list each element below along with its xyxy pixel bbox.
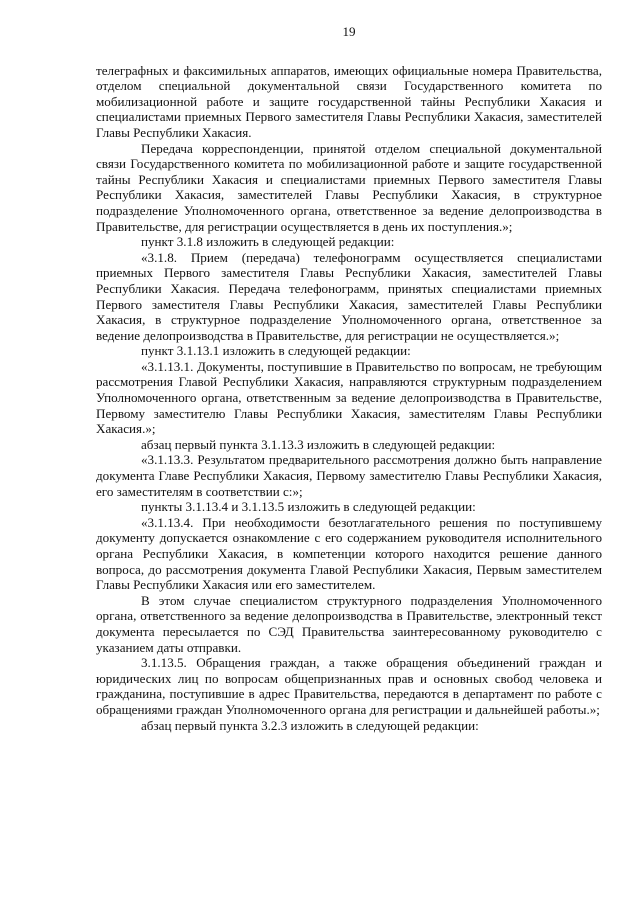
document-page [96,24,602,733]
paragraph-3-1-13-4-case: В этом случае специалистом структурного подразделения Уполномоченного органа, ответственного за ведение делопроизводства в Правительстве, электронный текст документа пересылается по СЭД Правительства заинтересованному руководителю с указанием даты отправки. [96,592,602,655]
paragraph-3-1-13-3-text: «3.1.13.3. Результатом предварительного рассмотрения должно быть направление документа Главе Республики Хакасия, Первому заместителю Главы Республики Хакасия, его заместителям в соответствии с:»; [96,452,602,499]
paragraph-amend-3-1-13-4-5: пункты 3.1.13.4 и 3.1.13.5 изложить в следующей редакции: [141,499,476,515]
page-number: 19 [342,24,356,39]
paragraph-3-1-13-5-text: 3.1.13.5. Обращения граждан, а также обращения объединений граждан и юридических лиц по вопросам общепризнанных прав и основных свобод человека и гражданина, поступившие в адрес Правительства, передаются в департамент по работе с обращениями граждан Уполномоченного органа для регистрации и дальнейшей работы.»; [96,655,602,717]
paragraph-amend-3-2-3: абзац первый пункта 3.2.3 изложить в следующей редакции: [141,717,479,733]
paragraph-3-1-13-1-text: «3.1.13.1. Документы, поступившие в Правительство по вопросам, не требующим рассмотрения Главой Республики Хакасия, направляются структурным подразделением Уполномоченного органа, ответственным за ведение делопроизводства в Правительстве, Первому заместителю Главы Республики Хакасия, заместителям Главы Республики Хакасия.»; [96,358,602,437]
paragraph-continuation: телеграфных и факсимильных аппаратов, имеющих официальные номера Правительства, отделом специальной документальной связи Государственного комитета по мобилизационной работе и защите государственной тайны Республики Хакасия и специалистами приемных Первого заместителя Главы Республики Хакасия, заместителей Главы Республики Хакасия. [96,62,602,140]
paragraph-amend-3-1-13-1: пункт 3.1.13.1 изложить в следующей редакции: [141,343,411,359]
paragraph-3-1-13-4-text: «3.1.13.4. При необходимости безотлагательного решения по поступившему документу допускается ознакомление с его содержанием руководителя исполнительного органа Республики Хакасия, в компетенции которого находится решение данного вопроса, до рассмотрения документа Главой Республики Хакасия, Первым заместителем Главы Республики Хакасия или его заместителем. [96,514,602,593]
paragraph-3-1-8-text: «3.1.8. Прием (передача) телефонограмм осуществляется специалистами приемных Первого заместителя Главы Республики Хакасия, заместителей Главы Республики Хакасия. Передача телефонограмм, принятых специалистами приемных Первого заместителя Главы Республики Хакасия, заместителей Главы Республики Хакасия, в структурное подразделение Уполномоченного органа, ответственное за ведение делопроизводства в Правительстве, для регистрации не осуществляется.»; [96,249,602,343]
paragraph-correspondence-transfer: Передача корреспонденции, принятой отделом специальной документальной связи Государственного комитета по мобилизационной работе и защите государственной тайны Республики Хакасия и специалистами приемных Первого заместителя Главы Республики Хакасия, заместителей Главы Республики Хакасия, в структурное подразделение Уполномоченного органа, ответственное за ведение делопроизводства в Правительстве, для регистрации осуществляется в день их поступления.»; [96,140,602,234]
paragraph-amend-3-1-13-3: абзац первый пункта 3.1.13.3 изложить в следующей редакции: [141,436,496,452]
paragraph-amend-3-1-8: пункт 3.1.8 изложить в следующей редакции: [141,234,395,250]
